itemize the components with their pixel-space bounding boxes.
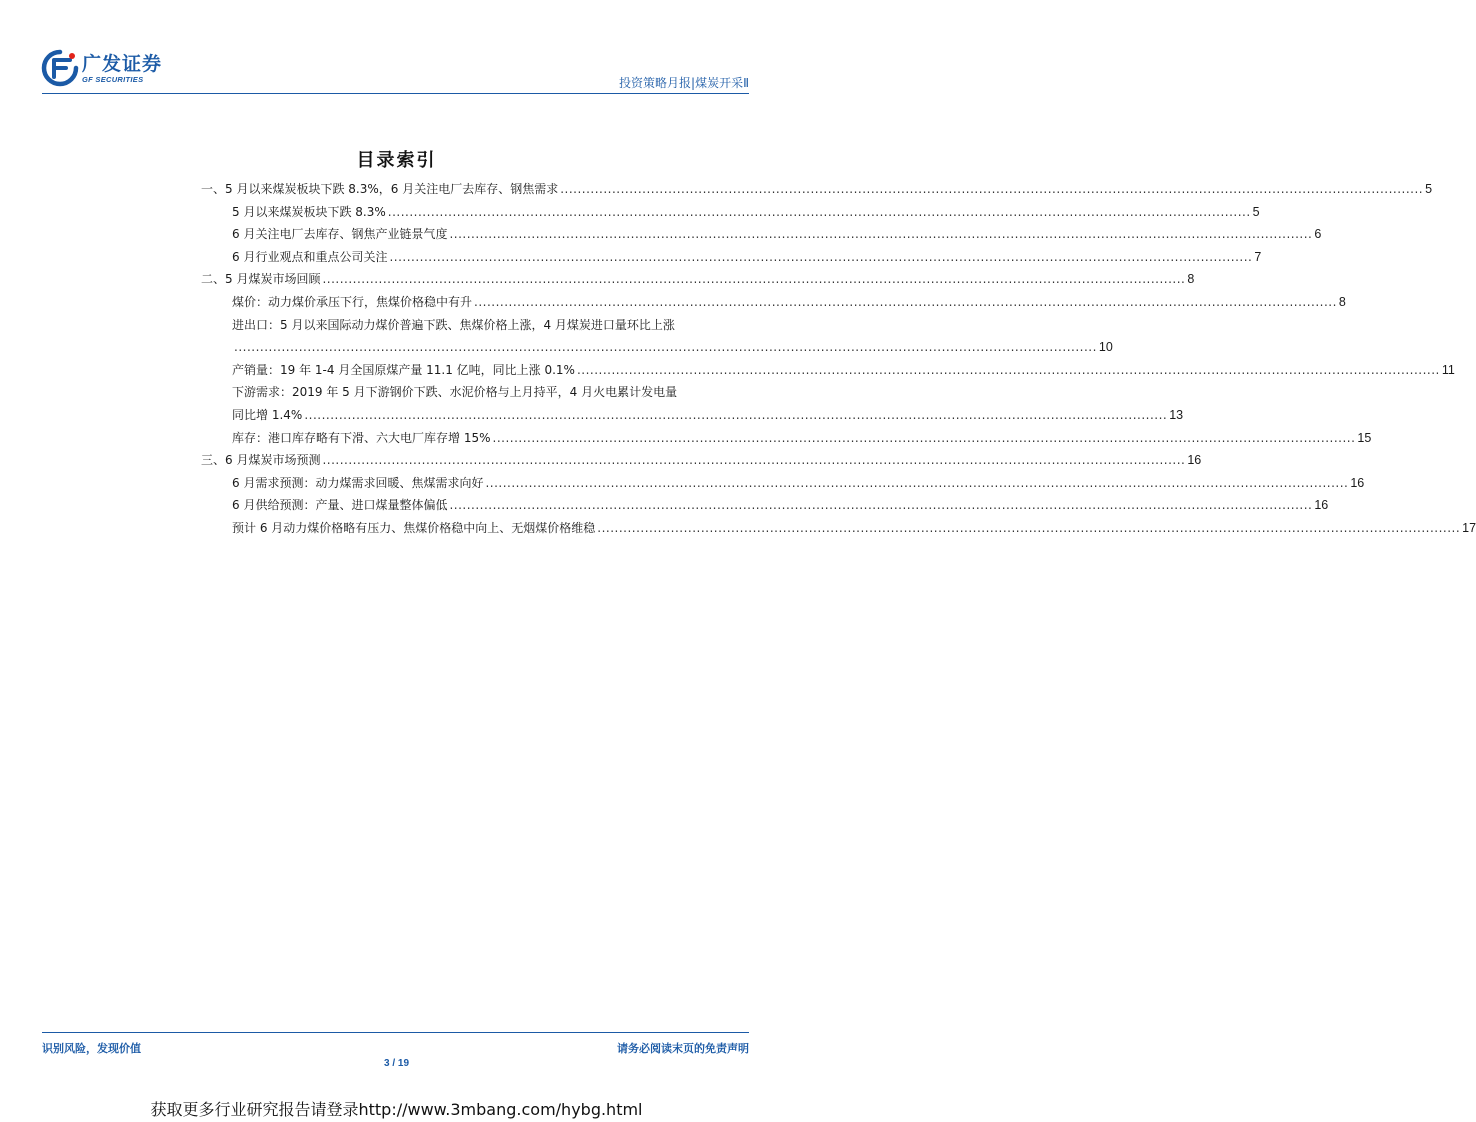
toc-entry[interactable] [201, 268, 1195, 291]
toc-entry[interactable] [201, 359, 1455, 382]
toc-entry-page: 16 [1314, 498, 1329, 513]
toc-entry-page: 13 [1169, 407, 1184, 422]
toc-entry-page: 17 [1462, 520, 1476, 535]
toc-entry[interactable] [201, 336, 1113, 359]
toc-entry[interactable] [201, 201, 1260, 224]
toc-entry-page: 8 [1338, 294, 1346, 309]
toc-leader-dots: ........................................................................................................................................................................................................ [389, 249, 1253, 264]
toc-entry-label: 预计 6 月动力煤价格略有压力、焦煤价格稳中向上、无烟煤价格维稳 [232, 520, 596, 535]
toc-entry[interactable] [201, 517, 1476, 540]
toc-entry[interactable] [201, 472, 1365, 495]
toc-entry-label: 6 月行业观点和重点公司关注 [232, 249, 388, 264]
report-category: 投资策略月报|煤炭开采Ⅱ [619, 76, 749, 90]
toc-entry[interactable] [201, 246, 1262, 269]
toc-entry[interactable] [201, 494, 1329, 517]
toc-leader-dots: ........................................................................................................................................................................................................ [234, 340, 1097, 355]
toc-entry[interactable] [201, 291, 1346, 314]
logo-english-name: GF SECURITIES [82, 75, 144, 84]
toc-entry[interactable] [201, 404, 1184, 427]
logo-chinese-name: 广发证券 [82, 53, 163, 75]
toc-entry-label: 一、5 月以来煤炭板块下跌 8.3%，6 月关注电厂去库存、钢焦需求 [201, 182, 559, 196]
toc-entry-page: 16 [1187, 453, 1202, 468]
footer-divider [42, 1032, 749, 1033]
toc-entry-label: 6 月关注电厂去库存、钢焦产业链景气度 [232, 227, 448, 242]
toc-entry-page: 16 [1350, 475, 1365, 490]
toc-entry-page: 10 [1098, 340, 1113, 355]
toc-entry-label: 煤价：动力煤价承压下行，焦煤价格稳中有升 [232, 294, 473, 309]
toc-entry-label: 6 月需求预测：动力煤需求回暖、焦煤需求向好 [232, 475, 484, 490]
toc-leader-dots: ........................................................................................................................................................................................................ [449, 227, 1313, 242]
toc-leader-dots: ........................................................................................................................................................................................................ [597, 520, 1461, 535]
toc-entry-label: 二、5 月煤炭市场回顾 [201, 272, 321, 287]
footer-slogan: 识别风险，发现价值 [42, 1042, 141, 1055]
toc-entry-label: 同比增 1.4% [232, 407, 303, 422]
page-number: 3 / 19 [383, 1058, 410, 1069]
toc-entry-line1[interactable]: 进出口：5 月以来国际动力煤价普遍下跌、焦煤价格上涨，4 月煤炭进口量环比上涨 [232, 317, 675, 332]
watermark-link[interactable]: 获取更多行业研究报告请登录http://www.3mbang.com/hybg.html [150, 1100, 643, 1119]
toc-leader-dots: ........................................................................................................................................................................................................ [560, 182, 1424, 196]
footer-disclaimer: 请务必阅读末页的免责声明 [617, 1042, 749, 1055]
toc-leader-dots: ........................................................................................................................................................................................................ [322, 272, 1186, 287]
toc-leader-dots: ........................................................................................................................................................................................................ [485, 475, 1349, 490]
toc-title: 目录索引 [356, 150, 437, 171]
toc-entry-page: 11 [1441, 362, 1455, 377]
toc-entry-label: 库存：港口库存略有下滑、六大电厂库存增 15% [232, 430, 491, 445]
toc-entry-page: 6 [1314, 227, 1322, 242]
toc-entry-page: 5 [1425, 182, 1433, 196]
toc-entry-page: 15 [1357, 430, 1372, 445]
toc-entry-label: 6 月供给预测：产量、进口煤量整体偏低 [232, 498, 448, 513]
toc-leader-dots: ........................................................................................................................................................................................................ [449, 498, 1313, 513]
toc-entry-line1[interactable]: 下游需求：2019 年 5 月下游钢价下跌、水泥价格与上月持平，4 月火电累计发电量 [232, 385, 678, 400]
toc-entry[interactable] [201, 223, 1322, 246]
gf-logo-icon [42, 50, 78, 86]
header-divider [42, 93, 749, 94]
toc-leader-dots: ........................................................................................................................................................................................................ [492, 430, 1356, 445]
toc-entry[interactable] [201, 449, 1202, 472]
toc-entry-label: 产销量：19 年 1-4 月全国原煤产量 11.1 亿吨，同比上涨 0.1% [232, 362, 575, 377]
page-header [42, 50, 749, 94]
toc-leader-dots: ........................................................................................................................................................................................................ [387, 204, 1251, 219]
toc-entry-page: 5 [1252, 204, 1260, 219]
table-of-contents [201, 178, 1476, 540]
toc-leader-dots: ........................................................................................................................................................................................................ [576, 362, 1440, 377]
toc-leader-dots: ........................................................................................................................................................................................................ [322, 453, 1186, 468]
toc-entry-page: 7 [1254, 249, 1262, 264]
toc-entry[interactable] [201, 178, 1433, 201]
toc-leader-dots: ........................................................................................................................................................................................................ [304, 407, 1168, 422]
toc-leader-dots: ........................................................................................................................................................................................................ [474, 294, 1337, 309]
gf-securities-logo [42, 50, 162, 86]
toc-entry-label: 三、6 月煤炭市场预测 [201, 453, 321, 468]
toc-entry[interactable] [201, 427, 1372, 450]
toc-entry-page: 8 [1187, 272, 1195, 287]
toc-entry-label: 5 月以来煤炭板块下跌 8.3% [232, 204, 386, 219]
